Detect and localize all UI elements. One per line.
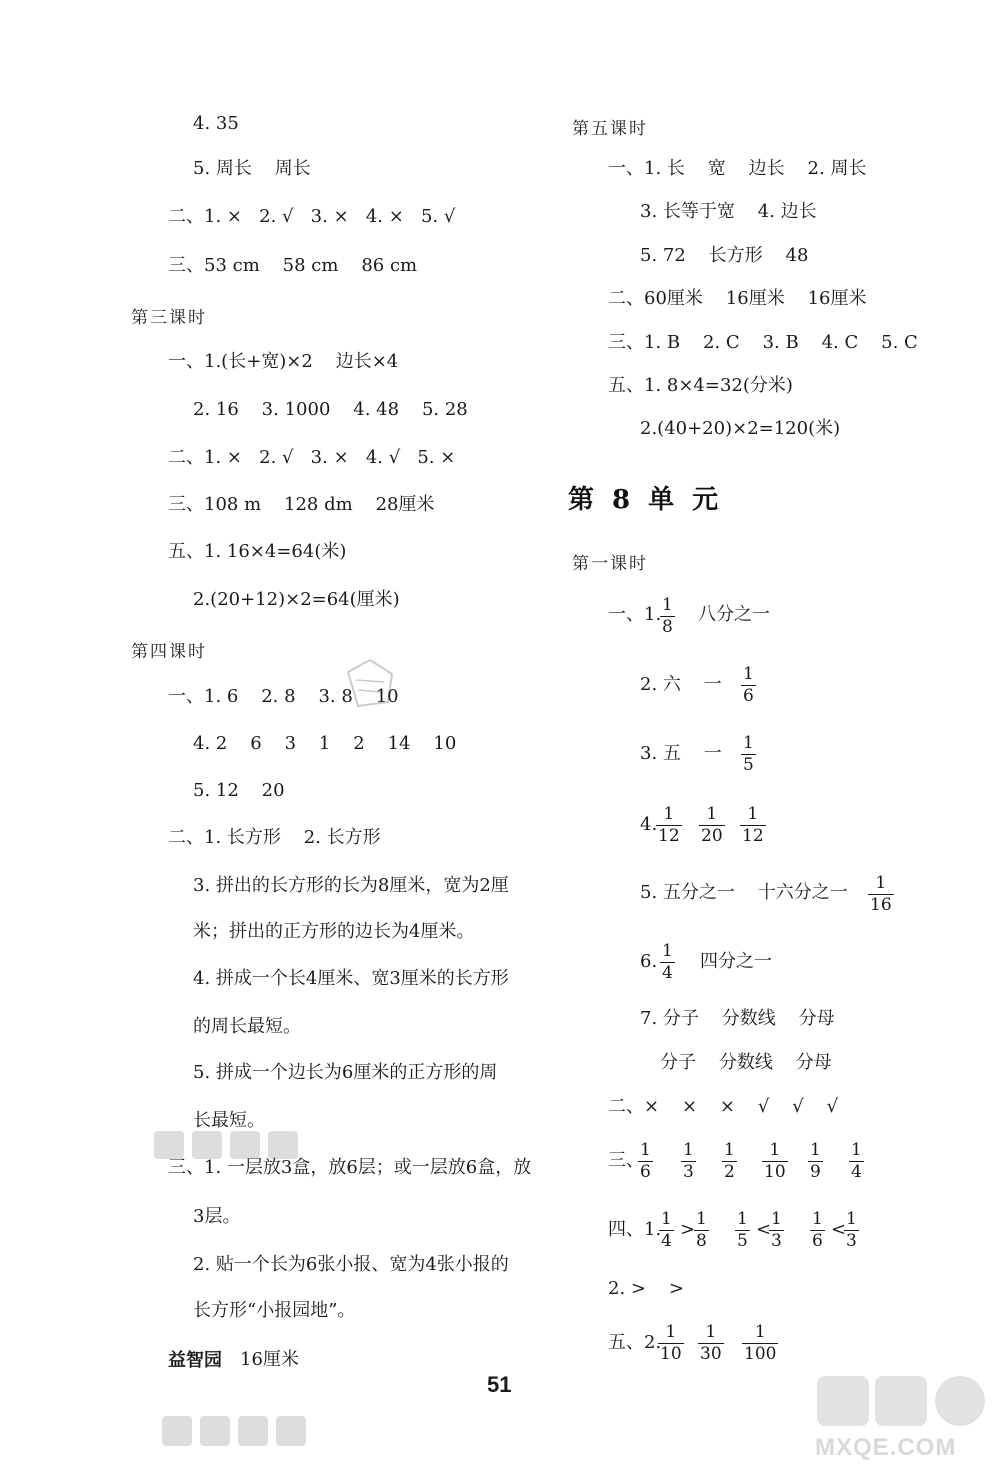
answer-line: 二、60厘米 16厘米 16厘米 xyxy=(608,288,867,309)
answer-line: 4. 拼成一个长4厘米、宽3厘米的长方形 xyxy=(193,968,509,989)
answer-line: 四分之一 xyxy=(700,951,772,972)
fraction-denominator: 3 xyxy=(771,1231,782,1251)
answer-line: 八分之一 xyxy=(698,604,770,625)
comparison-sign: < xyxy=(831,1219,847,1240)
fraction-numerator: 1 xyxy=(662,595,673,615)
fraction-numerator: 1 xyxy=(737,1209,748,1229)
fraction-denominator: 10 xyxy=(764,1162,786,1182)
fraction-denominator: 9 xyxy=(810,1162,821,1182)
answer-line: 4. xyxy=(640,814,658,835)
answer-line: 三、1. B 2. C 3. B 4. C 5. C xyxy=(608,332,918,353)
answer-line: 米；拼出的正方形的边长为4厘米。 xyxy=(193,921,475,942)
fraction xyxy=(658,1323,684,1364)
answer-line: 二、1. 长方形 2. 长方形 xyxy=(168,827,381,848)
answer-line: 长方形“小报园地”。 xyxy=(193,1300,356,1321)
answer-line: 三、53 cm 58 cm 86 cm xyxy=(168,255,418,276)
answer-line: 一、1. 6 2. 8 3. 8 10 xyxy=(168,686,399,707)
section-heading: 第四课时 xyxy=(131,642,207,662)
fraction-numerator: 1 xyxy=(662,941,673,961)
fraction xyxy=(722,1141,737,1182)
fraction-denominator: 8 xyxy=(696,1231,707,1251)
fraction-numerator: 1 xyxy=(846,1209,857,1229)
answer-line: 4. 2 6 3 1 2 14 10 xyxy=(193,733,457,754)
yizhiyuan-label: 益智园 xyxy=(168,1350,222,1370)
answer-line: 四、1. xyxy=(608,1219,662,1240)
comparison-sign: < xyxy=(756,1219,772,1240)
answer-line: 三、 xyxy=(608,1150,644,1171)
answer-line: 5. 周长 周长 xyxy=(193,158,311,179)
page-number: 51 xyxy=(487,1372,512,1397)
fraction-denominator: 30 xyxy=(700,1344,722,1364)
fraction-denominator: 6 xyxy=(812,1231,823,1251)
answer-line: 二、1. × 2. √ 3. × 4. √ 5. × xyxy=(168,447,456,468)
watermark-graphic xyxy=(160,1410,310,1452)
answer-line: 3. 拼出的长方形的长为8厘米，宽为2厘 xyxy=(193,875,509,896)
answer-line: 五、1. 16×4=64(米) xyxy=(168,541,347,562)
fraction-numerator: 1 xyxy=(851,1140,862,1160)
fraction-denominator: 100 xyxy=(744,1344,777,1364)
stamp-graphic xyxy=(340,652,400,712)
fraction-denominator: 12 xyxy=(742,826,764,846)
answer-line: 二、× × × √ √ √ xyxy=(608,1096,839,1117)
fraction-numerator: 1 xyxy=(875,873,887,893)
fraction xyxy=(741,734,756,775)
fraction xyxy=(659,1210,674,1251)
fraction xyxy=(849,1141,864,1182)
fraction-denominator: 5 xyxy=(737,1231,748,1251)
fraction-numerator: 1 xyxy=(724,1140,735,1160)
fraction-denominator: 20 xyxy=(701,826,723,846)
fraction-numerator: 1 xyxy=(769,1140,781,1160)
answer-line: 6. xyxy=(640,951,658,972)
answer-line: 二、1. × 2. √ 3. × 4. × 5. √ xyxy=(168,206,456,227)
fraction-numerator: 1 xyxy=(810,1140,821,1160)
fraction-denominator: 16 xyxy=(870,895,892,915)
section-heading: 第一课时 xyxy=(572,554,648,574)
fraction-numerator: 1 xyxy=(665,1322,677,1342)
fraction-numerator: 1 xyxy=(663,804,675,824)
fraction xyxy=(694,1210,709,1251)
fraction-numerator: 1 xyxy=(771,1209,782,1229)
section-heading: 第三课时 xyxy=(131,308,207,328)
fraction xyxy=(868,874,894,915)
answer-line: 2. 六 一 xyxy=(640,674,722,695)
fraction xyxy=(740,805,766,846)
fraction-numerator: 1 xyxy=(640,1140,651,1160)
fraction-denominator: 6 xyxy=(640,1162,651,1182)
answer-line: 五、1. 8×4=32(分米) xyxy=(608,375,793,396)
answer-line: 4. 35 xyxy=(193,113,239,134)
fraction xyxy=(844,1210,859,1251)
fraction xyxy=(741,665,756,706)
yizhiyuan-answer: 16厘米 xyxy=(240,1349,299,1370)
section-heading: 第五课时 xyxy=(572,119,648,139)
watermark-icon xyxy=(815,1372,990,1430)
fraction xyxy=(638,1141,653,1182)
fraction xyxy=(810,1210,825,1251)
fraction xyxy=(735,1210,750,1251)
fraction-numerator: 1 xyxy=(696,1209,707,1229)
fraction-numerator: 1 xyxy=(747,804,759,824)
answer-line: 3. 五 一 xyxy=(640,743,722,764)
answer-line: 一、1. 长 宽 边长 2. 周长 xyxy=(608,158,867,179)
fraction-numerator: 1 xyxy=(812,1209,823,1229)
fraction-numerator: 1 xyxy=(743,664,754,684)
answer-line: 分子 分数线 分母 xyxy=(660,1052,832,1073)
answer-line: 五、2. xyxy=(608,1332,662,1353)
fraction xyxy=(769,1210,784,1251)
answer-line: 2. 贴一个长为6张小报、宽为4张小报的 xyxy=(193,1254,509,1275)
answer-line: 3. 长等于宽 4. 边长 xyxy=(640,201,817,222)
answer-line: 5. 72 长方形 48 xyxy=(640,245,809,266)
fraction-numerator: 1 xyxy=(706,804,718,824)
fraction-denominator: 5 xyxy=(743,755,754,775)
answer-line: 三、108 m 128 dm 28厘米 xyxy=(168,494,435,515)
fraction-denominator: 2 xyxy=(724,1162,735,1182)
answer-line: 3层。 xyxy=(193,1206,241,1227)
fraction-numerator: 1 xyxy=(743,733,754,753)
fraction-numerator: 1 xyxy=(661,1209,672,1229)
answer-line: 的周长最短。 xyxy=(193,1016,301,1037)
fraction-denominator: 12 xyxy=(658,826,680,846)
fraction xyxy=(656,805,682,846)
answer-line: 5. 五分之一 十六分之一 xyxy=(640,882,848,903)
answer-line: 5. 12 20 xyxy=(193,780,285,801)
answer-line: 7. 分子 分数线 分母 xyxy=(640,1008,835,1029)
answer-line: 长最短。 xyxy=(193,1110,265,1131)
comparison-sign: > xyxy=(680,1219,696,1240)
fraction xyxy=(698,1323,724,1364)
answer-line: 2.(40+20)×2=120(米) xyxy=(640,418,841,439)
fraction xyxy=(681,1141,696,1182)
fraction-denominator: 4 xyxy=(661,1231,672,1251)
fraction xyxy=(660,942,675,983)
answer-line: 2. 16 3. 1000 4. 48 5. 28 xyxy=(193,399,468,420)
fraction-numerator: 1 xyxy=(754,1322,766,1342)
fraction-numerator: 1 xyxy=(705,1322,717,1342)
fraction-denominator: 6 xyxy=(743,686,754,706)
answer-line: 2.(20+12)×2=64(厘米) xyxy=(193,589,400,610)
answer-line: 5. 拼成一个边长为6厘米的正方形的周 xyxy=(193,1062,498,1083)
fraction-denominator: 3 xyxy=(846,1231,857,1251)
fraction-denominator: 8 xyxy=(662,617,673,637)
fraction xyxy=(742,1323,778,1364)
watermark-text: MXQE.COM xyxy=(815,1434,957,1461)
fraction-denominator: 3 xyxy=(683,1162,694,1182)
fraction xyxy=(808,1141,823,1182)
watermark-logo xyxy=(815,1372,990,1462)
fraction-numerator: 1 xyxy=(683,1140,694,1160)
answer-line: 一、1.(长+宽)×2 边长×4 xyxy=(168,351,399,372)
answer-line: 2. > > xyxy=(608,1278,684,1299)
answer-line: 一、1. xyxy=(608,604,662,625)
fraction-denominator: 4 xyxy=(851,1162,862,1182)
fraction xyxy=(762,1141,788,1182)
fraction xyxy=(699,805,725,846)
unit-heading: 第8单元 xyxy=(568,485,737,515)
fraction-denominator: 10 xyxy=(660,1344,682,1364)
answer-line: 三、1. 一层放3盒，放6层；或一层放6盒，放 xyxy=(168,1157,532,1178)
fraction xyxy=(660,596,675,637)
fraction-denominator: 4 xyxy=(662,963,673,983)
watermark-graphic xyxy=(150,1125,310,1165)
